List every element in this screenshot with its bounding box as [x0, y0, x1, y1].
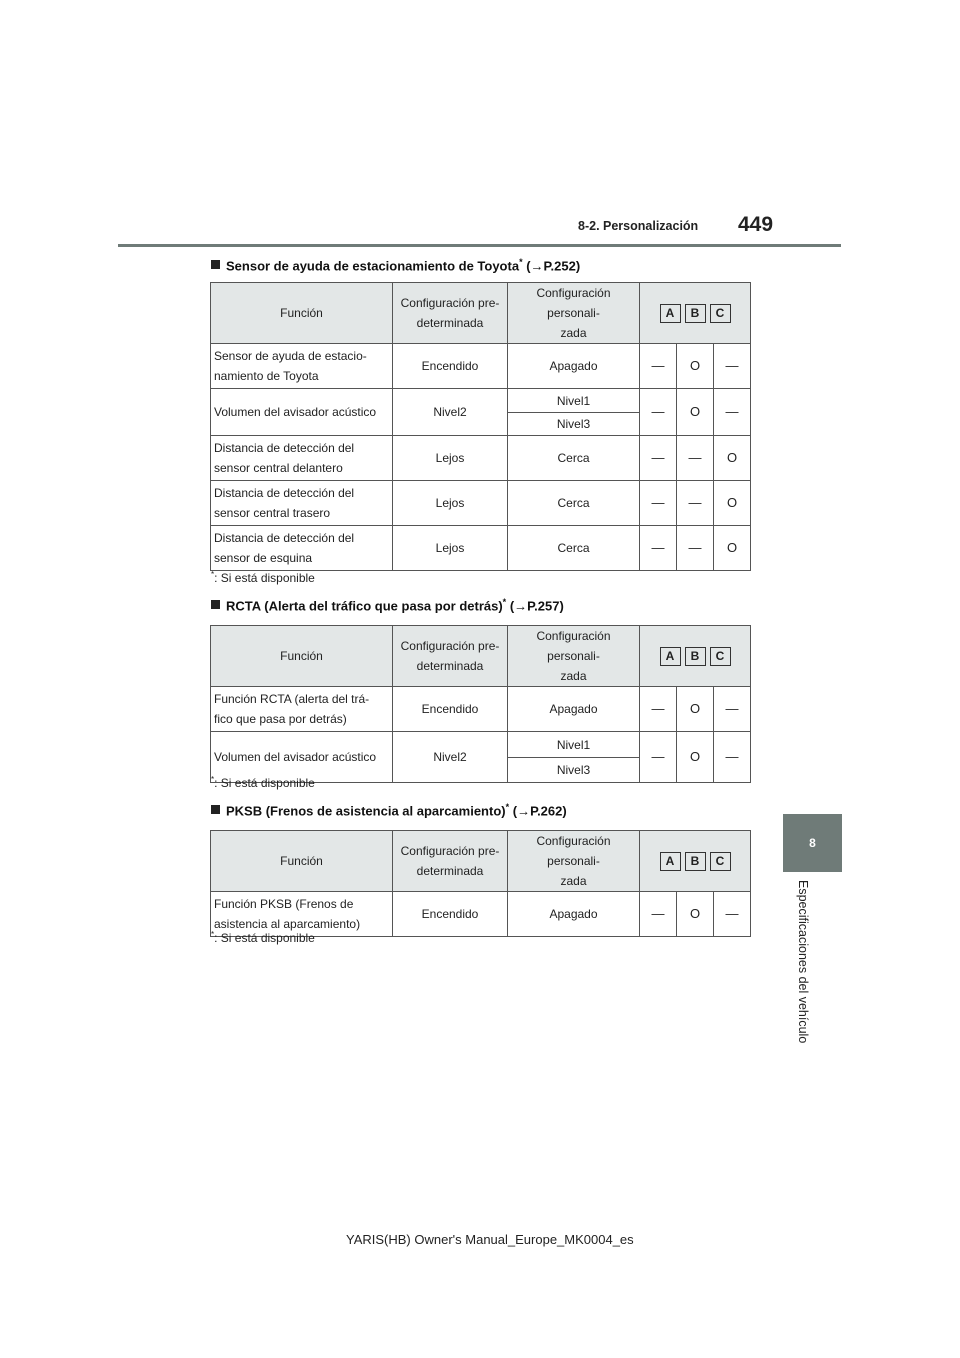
- cell-default: Encendido: [393, 344, 508, 389]
- header-default-setting: [393, 283, 508, 344]
- cell-custom: Apagado: [508, 344, 640, 389]
- cell-line: Volumen del avisador acústico: [214, 405, 377, 419]
- table-row: [211, 687, 751, 732]
- cell-line: Configuración personali-: [536, 629, 611, 663]
- cell-line: sensor central trasero: [214, 506, 331, 520]
- chapter-label: [796, 880, 820, 1070]
- cell-a: —: [640, 436, 677, 481]
- square-bullet-icon: [211, 260, 220, 269]
- section-title-asterisk: *: [505, 802, 510, 812]
- section-title: [211, 257, 580, 273]
- cell-custom: Nivel3: [508, 413, 640, 436]
- header-custom-setting: [508, 283, 640, 344]
- abc-labels: [642, 304, 748, 323]
- footnote-asterisk: *: [211, 930, 215, 939]
- cell-a: —: [640, 481, 677, 526]
- section-title-asterisk: *: [519, 257, 523, 267]
- header-default-setting: [393, 626, 508, 687]
- cell-line: zada: [560, 874, 587, 888]
- table-header-row: [211, 831, 751, 892]
- cell-line: Distancia de detección del: [214, 531, 355, 545]
- cell-line: Volumen del avisador acústico: [214, 750, 377, 764]
- cell-custom: Cerca: [508, 526, 640, 571]
- section-title: [211, 802, 567, 818]
- cell-line: determinada: [416, 864, 484, 878]
- header-function: Función: [211, 626, 393, 687]
- cell-default: Lejos: [393, 481, 508, 526]
- cell-c: —: [714, 687, 751, 732]
- cell-function: [211, 526, 393, 571]
- cell-line: namiento de Toyota: [214, 369, 319, 383]
- table-header-row: [211, 626, 751, 687]
- abc-labels: [642, 852, 748, 871]
- cell-b: O: [677, 389, 714, 436]
- cell-function: [211, 436, 393, 481]
- header-default-setting: [393, 831, 508, 892]
- table-row: [211, 732, 751, 758]
- cell-b: O: [677, 892, 714, 937]
- cell-custom: Cerca: [508, 481, 640, 526]
- label-c-box: C: [710, 647, 731, 666]
- cell-b: —: [677, 526, 714, 571]
- label-a-box: A: [660, 304, 681, 323]
- section-title-asterisk: *: [502, 597, 507, 607]
- abc-labels: [642, 647, 748, 666]
- section-title: [211, 597, 564, 613]
- settings-table: [210, 830, 751, 937]
- header-rule: [118, 244, 841, 247]
- header-function: Función: [211, 831, 393, 892]
- header-custom-setting: [508, 626, 640, 687]
- cell-line: asistencia al aparcamiento): [214, 917, 361, 931]
- cell-line: Configuración pre-: [400, 844, 500, 858]
- cell-default: Encendido: [393, 687, 508, 732]
- cell-custom: Cerca: [508, 436, 640, 481]
- cell-b: —: [677, 481, 714, 526]
- section-title-text: PKSB (Frenos de asistencia al aparcamiento): [226, 803, 506, 819]
- cell-line: zada: [560, 326, 587, 340]
- footnote: [211, 775, 315, 790]
- label-a-box: A: [660, 647, 681, 666]
- cell-line: fico que pasa por detrás): [214, 712, 347, 726]
- header-function: Función: [211, 283, 393, 344]
- label-b-box: B: [685, 852, 706, 871]
- settings-table: [210, 625, 751, 783]
- cell-line: Distancia de detección del: [214, 486, 355, 500]
- cell-line: Función RCTA (alerta del trá-: [214, 692, 370, 706]
- label-a-box: A: [660, 852, 681, 871]
- cell-line: Configuración personali-: [536, 834, 611, 868]
- cell-function: [211, 344, 393, 389]
- footnote-text: : Si está disponible: [214, 571, 315, 585]
- header-custom-setting: [508, 831, 640, 892]
- running-header-section: 8-2. Personalización: [578, 219, 699, 233]
- label-c-box: C: [710, 304, 731, 323]
- cell-b: O: [677, 687, 714, 732]
- cell-function: [211, 687, 393, 732]
- cell-line: determinada: [416, 659, 484, 673]
- cell-default: Lejos: [393, 436, 508, 481]
- settings-table: [210, 282, 751, 571]
- footnote: [211, 570, 315, 585]
- cell-line: Configuración pre-: [400, 296, 500, 310]
- cell-line: Función PKSB (Frenos de: [214, 897, 354, 911]
- cell-a: —: [640, 687, 677, 732]
- cell-a: —: [640, 389, 677, 436]
- footnote: [211, 930, 315, 945]
- footnote-asterisk: *: [211, 775, 215, 784]
- cell-line: Configuración pre-: [400, 639, 500, 653]
- cell-a: —: [640, 892, 677, 937]
- cell-line: Distancia de detección del: [214, 441, 355, 455]
- cell-b: O: [677, 732, 714, 783]
- table-row: [211, 526, 751, 571]
- table-header-row: [211, 283, 751, 344]
- cell-custom: Nivel3: [508, 758, 640, 783]
- cell-function: [211, 389, 393, 436]
- cell-c: —: [714, 344, 751, 389]
- cell-custom: Nivel1: [508, 732, 640, 758]
- cell-c: —: [714, 389, 751, 436]
- cell-a: —: [640, 526, 677, 571]
- cell-c: O: [714, 526, 751, 571]
- square-bullet-icon: [211, 600, 220, 609]
- cell-default: Nivel2: [393, 389, 508, 436]
- cell-b: O: [677, 344, 714, 389]
- chapter-label-text: Especificaciones del vehículo: [796, 880, 810, 1044]
- table-row: [211, 389, 751, 413]
- cell-line: sensor central delantero: [214, 461, 343, 475]
- label-c-box: C: [710, 852, 731, 871]
- table-row: [211, 344, 751, 389]
- cell-function: [211, 481, 393, 526]
- cell-c: —: [714, 892, 751, 937]
- label-b-box: B: [685, 647, 706, 666]
- section-title-text: RCTA (Alerta del tráfico que pasa por detrás): [226, 598, 503, 614]
- header-abc: [640, 283, 751, 344]
- page-reference-link[interactable]: (→P.262): [512, 803, 567, 819]
- table-row: [211, 481, 751, 526]
- page-reference-link[interactable]: (→P.252): [526, 258, 581, 274]
- footer-manual-id: YARIS(HB) Owner's Manual_Europe_MK0004_es: [346, 1232, 634, 1247]
- cell-line: zada: [560, 669, 587, 683]
- table-row: [211, 436, 751, 481]
- cell-line: Sensor de ayuda de estacio-: [214, 349, 367, 363]
- cell-default: Lejos: [393, 526, 508, 571]
- section-title-text: Sensor de ayuda de estacionamiento de Toyota: [226, 258, 520, 274]
- label-b-box: B: [685, 304, 706, 323]
- cell-line: sensor de esquina: [214, 551, 313, 565]
- cell-c: —: [714, 732, 751, 783]
- cell-custom: Apagado: [508, 687, 640, 732]
- footnote-text: : Si está disponible: [214, 776, 315, 790]
- cell-custom: Nivel1: [508, 389, 640, 413]
- cell-line: determinada: [416, 316, 484, 330]
- page-number: 449: [738, 213, 774, 236]
- square-bullet-icon: [211, 805, 220, 814]
- cell-line: Configuración personali-: [536, 286, 611, 320]
- cell-c: O: [714, 436, 751, 481]
- header-abc: [640, 626, 751, 687]
- footnote-asterisk: *: [211, 570, 215, 579]
- cell-c: O: [714, 481, 751, 526]
- header-abc: [640, 831, 751, 892]
- chapter-tab: 8: [783, 814, 842, 872]
- cell-custom: Apagado: [508, 892, 640, 937]
- cell-a: —: [640, 732, 677, 783]
- page-reference-link[interactable]: (→P.257): [509, 598, 564, 614]
- footnote-text: : Si está disponible: [214, 931, 315, 945]
- cell-default: Nivel2: [393, 732, 508, 783]
- cell-a: —: [640, 344, 677, 389]
- cell-b: —: [677, 436, 714, 481]
- cell-default: Encendido: [393, 892, 508, 937]
